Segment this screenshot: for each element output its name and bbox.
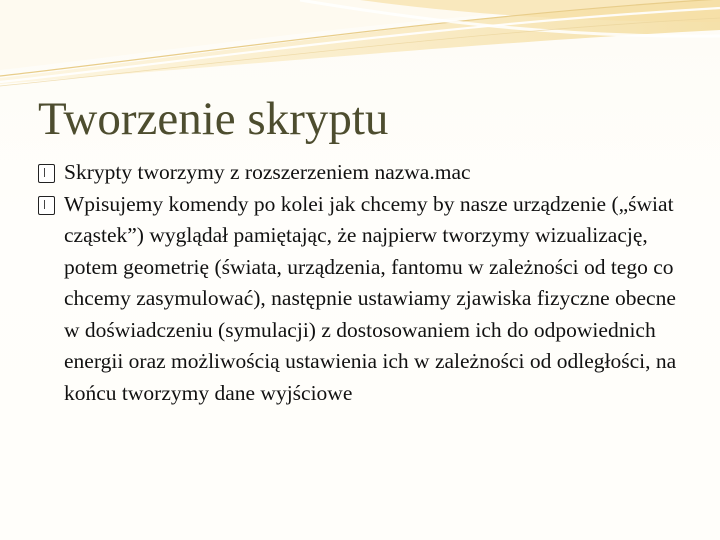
bullet-item (38, 157, 688, 189)
bullet-text: Skrypty tworzymy z rozszerzeniem nazwa.mac (64, 160, 471, 184)
bullet-item (38, 189, 688, 410)
bullet-box-icon (38, 164, 55, 183)
bullet-list (38, 157, 688, 409)
bullet-text: Wpisujemy komendy po kolei jak chcemy by nasze urządzenie („świat cząstek”) wyglądał pamiętając, że najpierw tworzymy wizualizację, potem geometrię (świata, urządzenia, fantomu w zależności od tego co chcemy zasymulować), następnie ustawiamy zjawiska fizyczne obecne w doświadczeniu (symulacji) z dostosowaniem ich do odpowiednich energii oraz możliwością ustawienia ich w zależności od odległości, na końcu tworzymy dane wyjściowe (64, 191, 677, 405)
bullet-box-icon (38, 196, 55, 215)
slide-title: Tworzenie skryptu (38, 93, 389, 145)
decorative-top-band (0, 0, 720, 90)
